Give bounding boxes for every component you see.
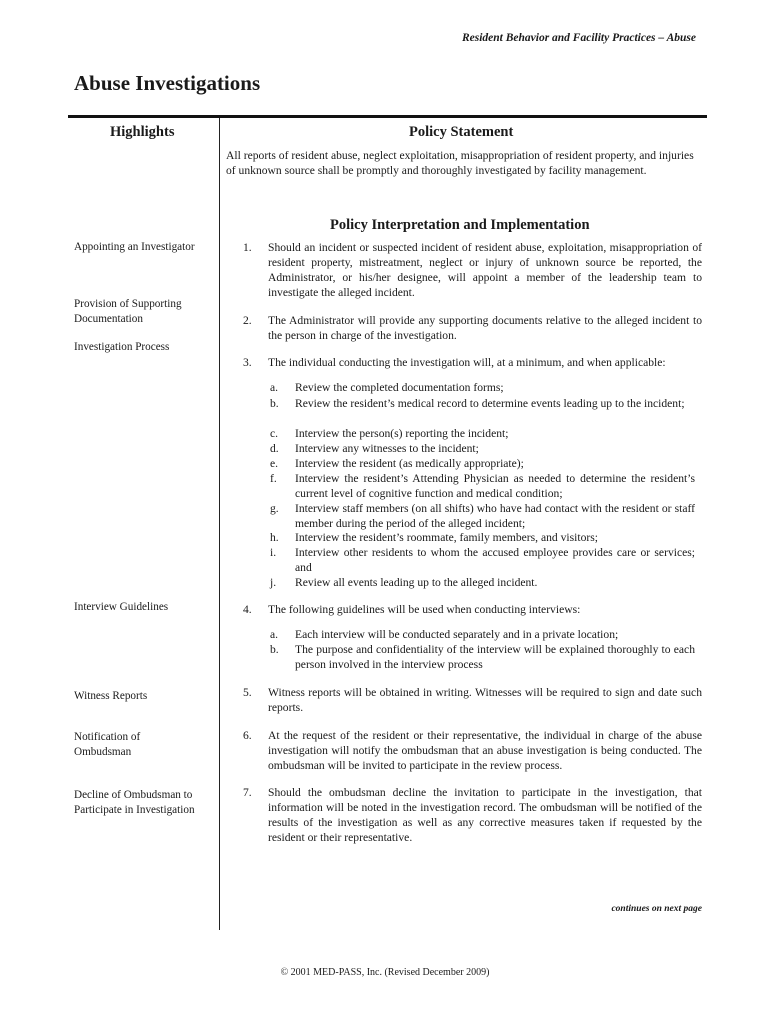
subitem-text: Interview the resident (as medically appropriate);	[295, 457, 524, 470]
item-number: 7.	[243, 786, 252, 799]
highlight-interview-guidelines: Interview Guidelines	[74, 601, 169, 613]
highlight-supporting-documentation: Provision of Supporting Documentation	[74, 298, 182, 325]
highlight-decline-ombudsman: Decline of Ombudsman to Participate in Investigation	[74, 789, 195, 816]
highlights-heading: Highlights	[110, 124, 175, 140]
item-text: The Administrator will provide any supporting documents relative to the alleged incident to the person in charge of the investigation.	[268, 314, 702, 342]
running-header: Resident Behavior and Facility Practices – Abuse	[461, 32, 696, 44]
subitem-letter: b.	[270, 397, 279, 410]
item-number: 4.	[243, 603, 252, 616]
subitem-letter: d.	[270, 442, 279, 455]
highlight-appointing-investigator: Appointing an Investigator	[74, 241, 195, 253]
subitem-text: Interview other residents to whom the accused employee provides care or services; and	[295, 546, 695, 574]
item-number: 1.	[243, 241, 252, 254]
item-number: 5.	[243, 686, 252, 699]
subitem-text: Review all events leading up to the alleged incident.	[295, 576, 538, 589]
subitem-letter: g.	[270, 502, 279, 515]
subitem-text: Interview the resident’s roommate, family members, and visitors;	[295, 531, 598, 544]
page-title: Abuse Investigations	[74, 71, 261, 95]
item-number: 2.	[243, 314, 252, 327]
item-text: The following guidelines will be used when conducting interviews:	[268, 603, 581, 616]
subitem-text: Interview the person(s) reporting the incident;	[295, 427, 509, 440]
subitem-text: Each interview will be conducted separately and in a private location;	[295, 628, 619, 641]
item-text: Should an incident or suspected incident of resident abuse, exploitation, misappropriation of resident property, mistreatment, neglect or injury of unknown source be reported, the Administrator, or his/her designee, will appoint a member of the leadership team to investigate the alleged incident.	[268, 241, 702, 299]
interpretation-heading: Policy Interpretation and Implementation	[330, 217, 590, 233]
subitem-text: The purpose and confidentiality of the interview will be explained thoroughly to each person involved in the interview process	[295, 643, 695, 671]
item-text: Witness reports will be obtained in writing. Witnesses will be required to sign and date such reports.	[268, 686, 702, 714]
subitem-letter: a.	[270, 381, 279, 394]
subitem-text: Interview staff members (on all shifts) who have had contact with the resident or staff member during the period of the alleged incident;	[295, 502, 695, 530]
subitem-text: Interview the resident’s Attending Physician as needed to determine the resident’s current level of cognitive function and medical condition;	[295, 472, 695, 500]
highlight-witness-reports: Witness Reports	[74, 690, 148, 702]
continues-note: continues on next page	[611, 904, 702, 914]
page-footer: © 2001 MED-PASS, Inc. (Revised December 2009)	[280, 967, 490, 978]
subitem-letter: a.	[270, 628, 279, 641]
subitem-letter: f.	[270, 472, 277, 485]
subitem-letter: h.	[270, 531, 279, 544]
subitem-text: Review the completed documentation forms;	[295, 381, 504, 394]
highlight-notification-ombudsman: Notification of Ombudsman	[74, 731, 141, 758]
item-text: The individual conducting the investigation will, at a minimum, and when applicable:	[268, 356, 666, 369]
subitem-letter: j.	[270, 576, 277, 589]
column-divider	[219, 118, 220, 930]
item-number: 3.	[243, 356, 252, 369]
subitem-letter: i.	[270, 546, 277, 559]
item-text: Should the ombudsman decline the invitation to participate in the investigation, that information will be noted in the investigation record. The ombudsman will be notified of the results of the investigation as well as any corrective measures taken if requested by the resident or their representative.	[268, 786, 702, 844]
item-text: At the request of the resident or their representative, the individual in charge of the abuse investigation will notify the ombudsman that an abuse investigation is being conducted. The ombudsman will be invited to participate in the review process.	[268, 729, 702, 772]
subitem-text: Interview any witnesses to the incident;	[295, 442, 479, 455]
highlight-investigation-process: Investigation Process	[74, 341, 170, 353]
subitem-letter: c.	[270, 427, 279, 440]
subitem-text: Review the resident’s medical record to determine events leading up to the incident;	[295, 397, 685, 410]
subitem-letter: e.	[270, 457, 279, 470]
policy-statement-text: All reports of resident abuse, neglect exploitation, misappropriation of resident property, and injuries of unknown source shall be promptly and thoroughly investigated by facility management.	[226, 149, 694, 177]
title-rule	[68, 115, 707, 118]
item-number: 6.	[243, 729, 252, 742]
subitem-letter: b.	[270, 643, 279, 656]
policy-statement-heading: Policy Statement	[409, 124, 514, 140]
